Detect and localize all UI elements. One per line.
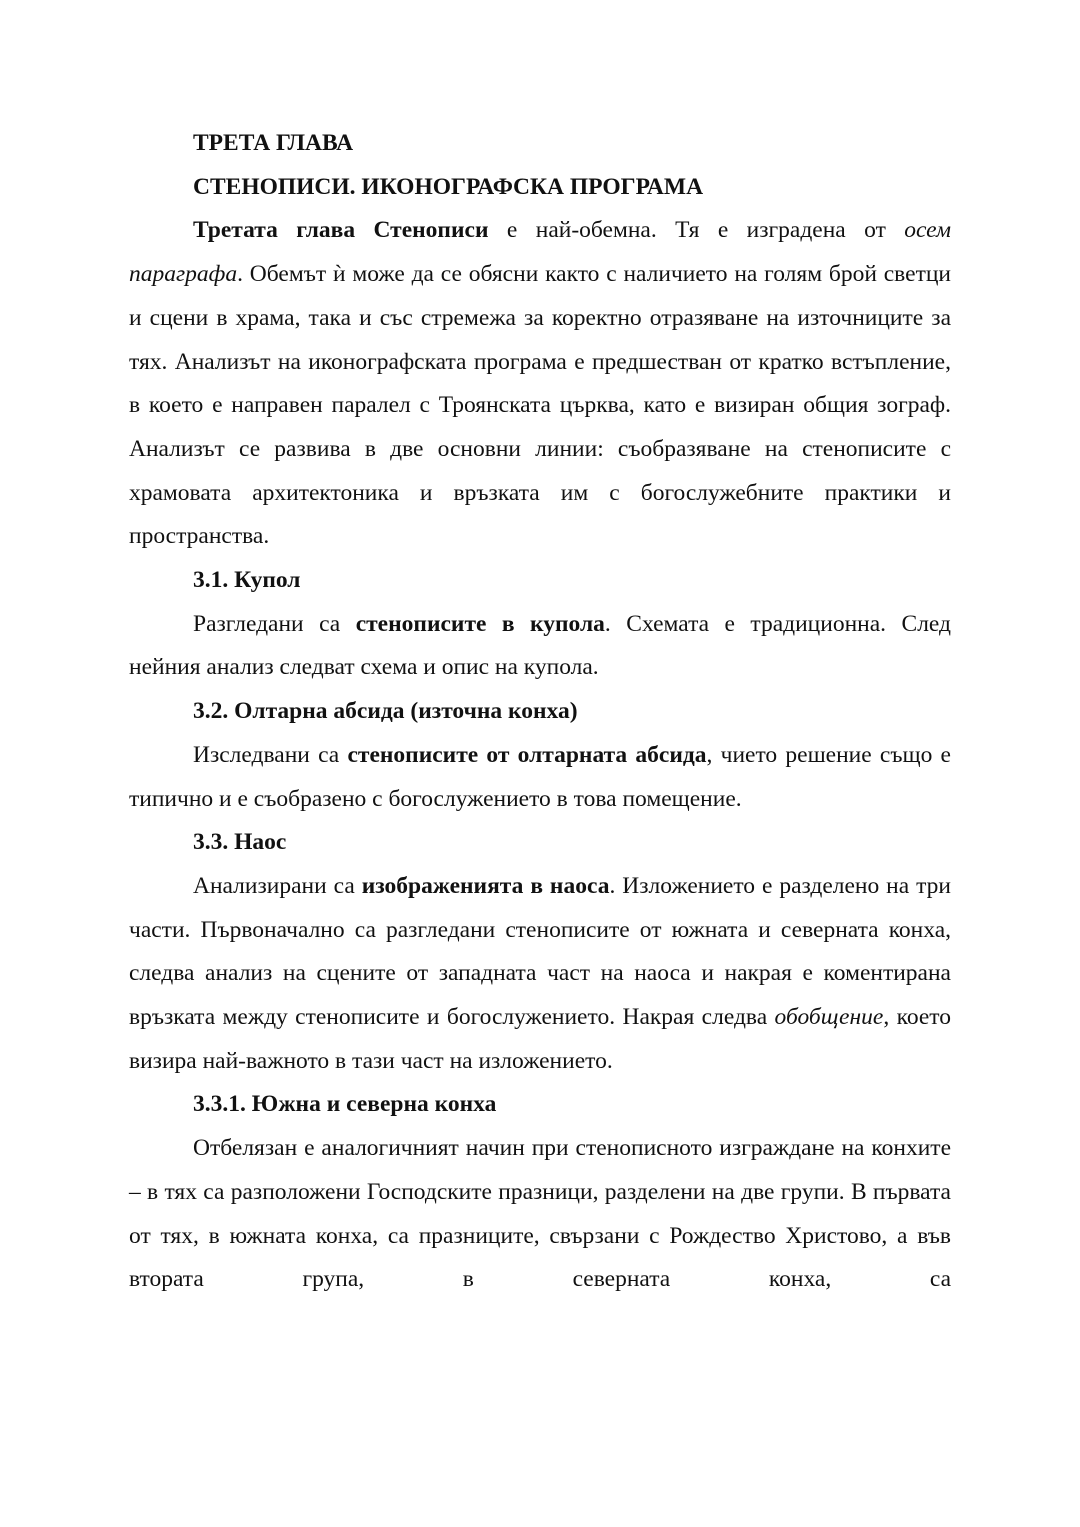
s33-text-1: Анализирани са: [193, 872, 362, 899]
section-3-3-heading: 3.3. Наос: [193, 829, 287, 856]
section-3-1-heading: 3.1. Купол: [193, 567, 301, 594]
s32-bold-term: стенописите от олтарната абсида: [347, 741, 707, 768]
section-3-2-paragraph: [129, 734, 951, 821]
chapter-title: СТЕНОПИСИ. ИКОНОГРАФСКА ПРОГРАМА: [193, 173, 704, 200]
section-3-3-paragraph: [129, 865, 951, 1084]
s33-italic-term: обобщение: [774, 1004, 884, 1031]
section-3-3-1-heading: 3.3.1. Южна и северна конха: [193, 1091, 497, 1118]
chapter-heading: ТРЕТА ГЛАВА: [193, 130, 354, 156]
intro-italic-term: осем параграфа: [129, 217, 951, 288]
s32-text-1: Изследвани са: [193, 741, 348, 768]
s31-bold-term: стенописите в купола: [355, 610, 605, 637]
s33-text-3: , което визира най-важното в тази част на изложението.: [129, 1004, 951, 1074]
section-3-3-1-paragraph: Отбелязан е аналогичният начин при стенописното изграждане на конхите – в тях са разположени Господските празници, разделени на две групи. В първата от тях, в южната конха, са празниците, свързани с Рождество Христово, а във втората група, в северната конха, са: [129, 1135, 951, 1293]
s31-text-2: . Схемата е традиционна. След нейния анализ следват схема и опис на купола.: [129, 610, 951, 681]
section-3-2-heading: 3.2. Олтарна абсида (източна конха): [193, 698, 578, 725]
intro-text-2: . Обемът ѝ може да се обясни както с наличието на голям брой светци и сцени в храма, така и със стремежа за коректно отразяване на източниците за тях. Анализът на иконографската програма е предшестван от кратко встъпление, в което е направен паралел с Троянската църква, като е визиран общия зограф. Анализът се развива в две основни линии: съобразяване на стенописите с храмовата архитектоника и връзката им с богослужебните практики и пространства.: [129, 261, 951, 550]
document-page: [129, 122, 951, 1302]
section-3-1-paragraph: [129, 603, 951, 690]
s33-bold-term: изображенията в наоса: [361, 872, 610, 899]
s32-text-2: , чието решение също е типично и е съобразено с богослужението в това помещение.: [129, 741, 951, 812]
intro-bold-term: Третата глава Стенописи: [193, 217, 489, 244]
intro-paragraph: [129, 209, 951, 559]
s33-text-2: . Изложението е разделено на три части. Първоначално са разгледани стенописите от южната и северната конха, следва анализ на сцените от западната част на наоса и накрая е коментирана връзката между стенописите и богослужението. Накрая следва: [129, 872, 951, 1031]
intro-text-1: е най-обемна. Тя е изградена от: [488, 217, 905, 244]
s31-text-1: Разгледани са: [193, 610, 356, 637]
